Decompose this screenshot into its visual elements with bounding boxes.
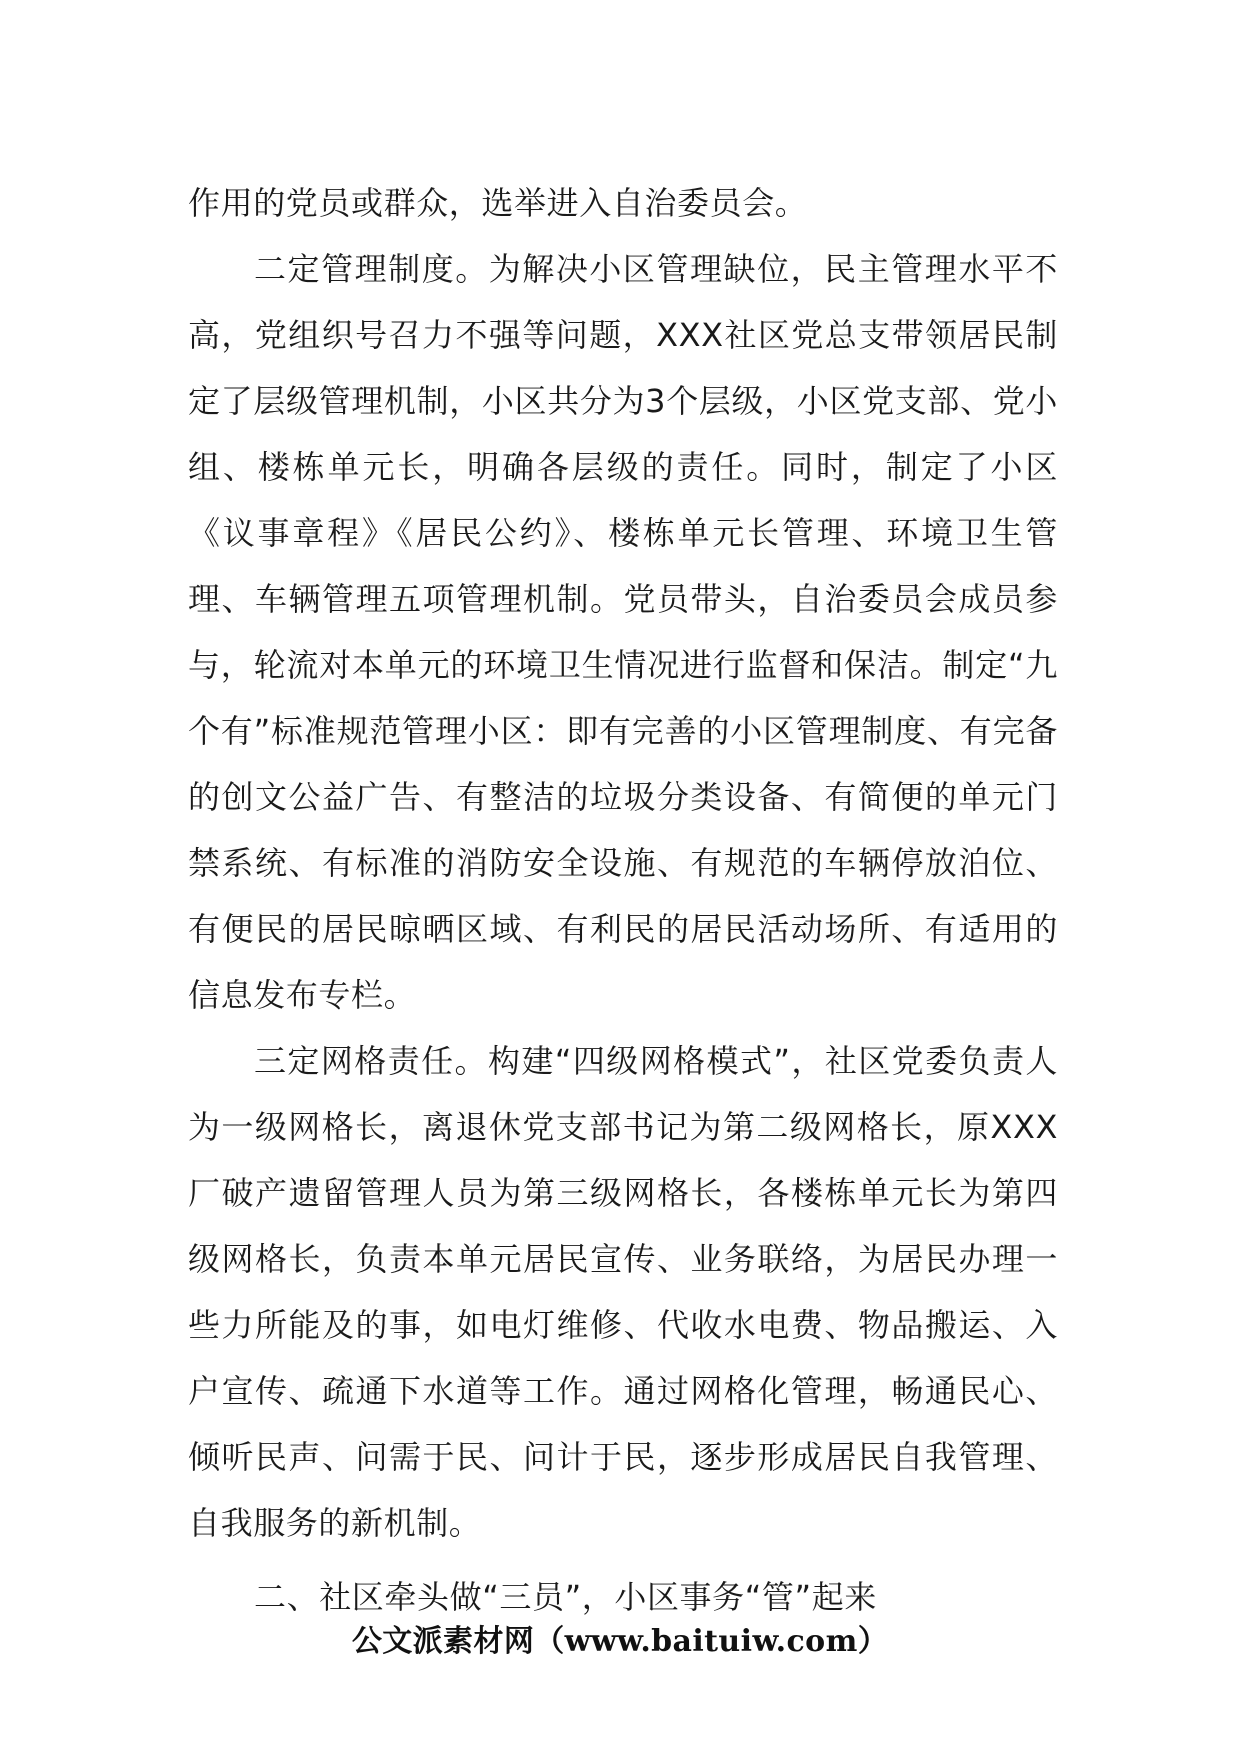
paragraph-management-system: 二定管理制度。为解决小区管理缺位，民主管理水平不高，党组织号召力不强等问题，XXX社区党总支带领居民制定了层级管理机制，小区共分为3个层级，小区党支部、党小组、楼栋单元长，明确各层级的责任。同时，制定了小区《议事章程》《居民公约》、楼栋单元长管理、环境卫生管理、车辆管理五项管理机制。党员带头，自治委员会成员参与，轮流对本单元的环境卫生情况进行监督和保洁。制定“九个有”标准规范管理小区：即有完善的小区管理制度、有完备的创文公益广告、有整洁的垃圾分类设备、有简便的单元门禁系统、有标准的消防安全设施、有规范的车辆停放泊位、有便民的居民晾晒区域、有利民的居民活动场所、有适用的信息发布专栏。 <box>188 250 1058 1014</box>
section-heading: 二、社区牵头做“三员”，小区事务“管”起来 <box>254 1578 877 1616</box>
paragraph-grid-responsibility: 三定网格责任。构建“四级网格模式”，社区党委负责人为一级网格长，离退休党支部书记为第二级网格长，原XXX厂破产遗留管理人员为第三级网格长，各楼栋单元长为第四级网格长，负责本单元居民宣传、业务联络，为居民办理一些力所能及的事，如电灯维修、代收水电费、物品搬运、入户宣传、疏通下水道等工作。通过网格化管理，畅通民心、倾听民声、问需于民、问计于民，逐步形成居民自我管理、自我服务的新机制。 <box>188 1042 1058 1542</box>
document-body <box>188 170 1058 1630</box>
paragraph-continuation: 作用的党员或群众，选举进入自治委员会。 <box>188 184 808 222</box>
footer-source: 公文派素材网（www.baituiw.com） <box>351 1624 889 1659</box>
